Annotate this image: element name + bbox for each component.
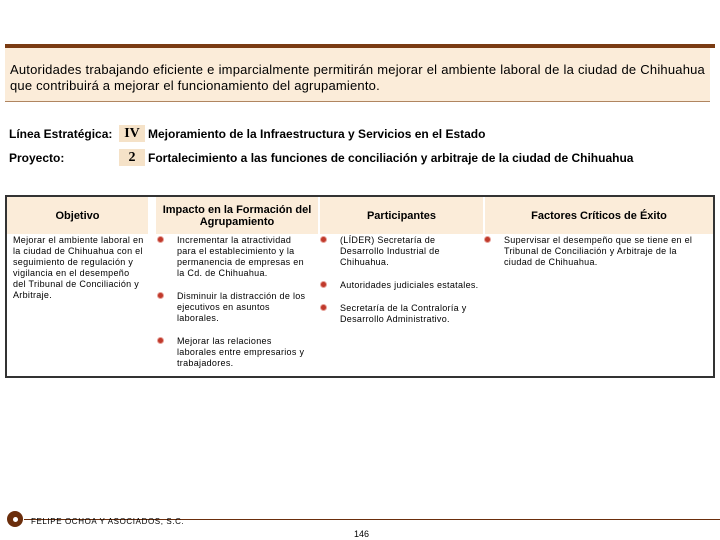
header-factores: Factores Críticos de Éxito	[485, 197, 713, 234]
header-objetivo: Objetivo	[7, 197, 148, 234]
linea-text: Mejoramiento de la Infraestructura y Servicios en el Estado	[148, 127, 486, 141]
bullet-icon	[158, 338, 163, 343]
bullet-icon	[485, 237, 490, 242]
intro-box	[5, 48, 710, 102]
bullet-icon	[158, 237, 163, 242]
linea-number: IV	[119, 125, 145, 142]
participantes-cell	[320, 235, 480, 337]
impacto-cell	[157, 235, 307, 381]
proyecto-number: 2	[119, 149, 145, 166]
impacto-item: Disminuir la distracción de los ejecutivos en asuntos laborales.	[157, 291, 307, 324]
header-participantes: Participantes	[320, 197, 483, 234]
objetivo-cell	[13, 235, 145, 301]
participante-item: Autoridades judiciales estatales.	[320, 280, 480, 291]
footer-logo-icon	[7, 511, 23, 527]
bullet-icon	[158, 293, 163, 298]
footer-company: FELIPE OCHOA Y ASOCIADOS, S.C.	[31, 517, 185, 526]
bullet-icon	[321, 237, 326, 242]
objetivo-text: Mejorar el ambiente laboral en la ciudad de Chihuahua con el seguimiento de regulación y vigilancia en el desempeño del Tribunal de Conciliación y Arbitraje.	[13, 235, 144, 300]
impacto-item: Mejorar las relaciones laborales entre empresarios y trabajadores.	[157, 336, 307, 369]
bullet-icon	[321, 282, 326, 287]
linea-label: Línea Estratégica:	[9, 127, 113, 141]
participante-item: Secretaría de la Contraloría y Desarrollo Administrativo.	[320, 303, 480, 325]
proyecto-label: Proyecto:	[9, 151, 65, 165]
factores-cell	[484, 235, 706, 280]
impacto-item: Incrementar la atractividad para el establecimiento y la permanencia de empresas en la Cd. de Chihuahua.	[157, 235, 307, 279]
proyecto-text: Fortalecimiento a las funciones de conciliación y arbitraje de la ciudad de Chihuahua	[148, 151, 634, 165]
participante-item: (LÍDER) Secretaría de Desarrollo Industrial de Chihuahua.	[320, 235, 480, 268]
page-number: 146	[354, 529, 370, 539]
strategy-table	[5, 195, 715, 378]
header-impacto: Impacto en la Formación del Agrupamiento	[156, 197, 318, 234]
factor-item: Supervisar el desempeño que se tiene en el Tribunal de Conciliación y Arbitraje de la ciudad de Chihuahua.	[484, 235, 706, 268]
bullet-icon	[321, 305, 326, 310]
intro-text: Autoridades trabajando eficiente e imparcialmente permitirán mejorar el ambiente laboral de la ciudad de Chihuahua que contribuirá a mejorar el funcionamiento del agrupamiento.	[10, 62, 705, 93]
